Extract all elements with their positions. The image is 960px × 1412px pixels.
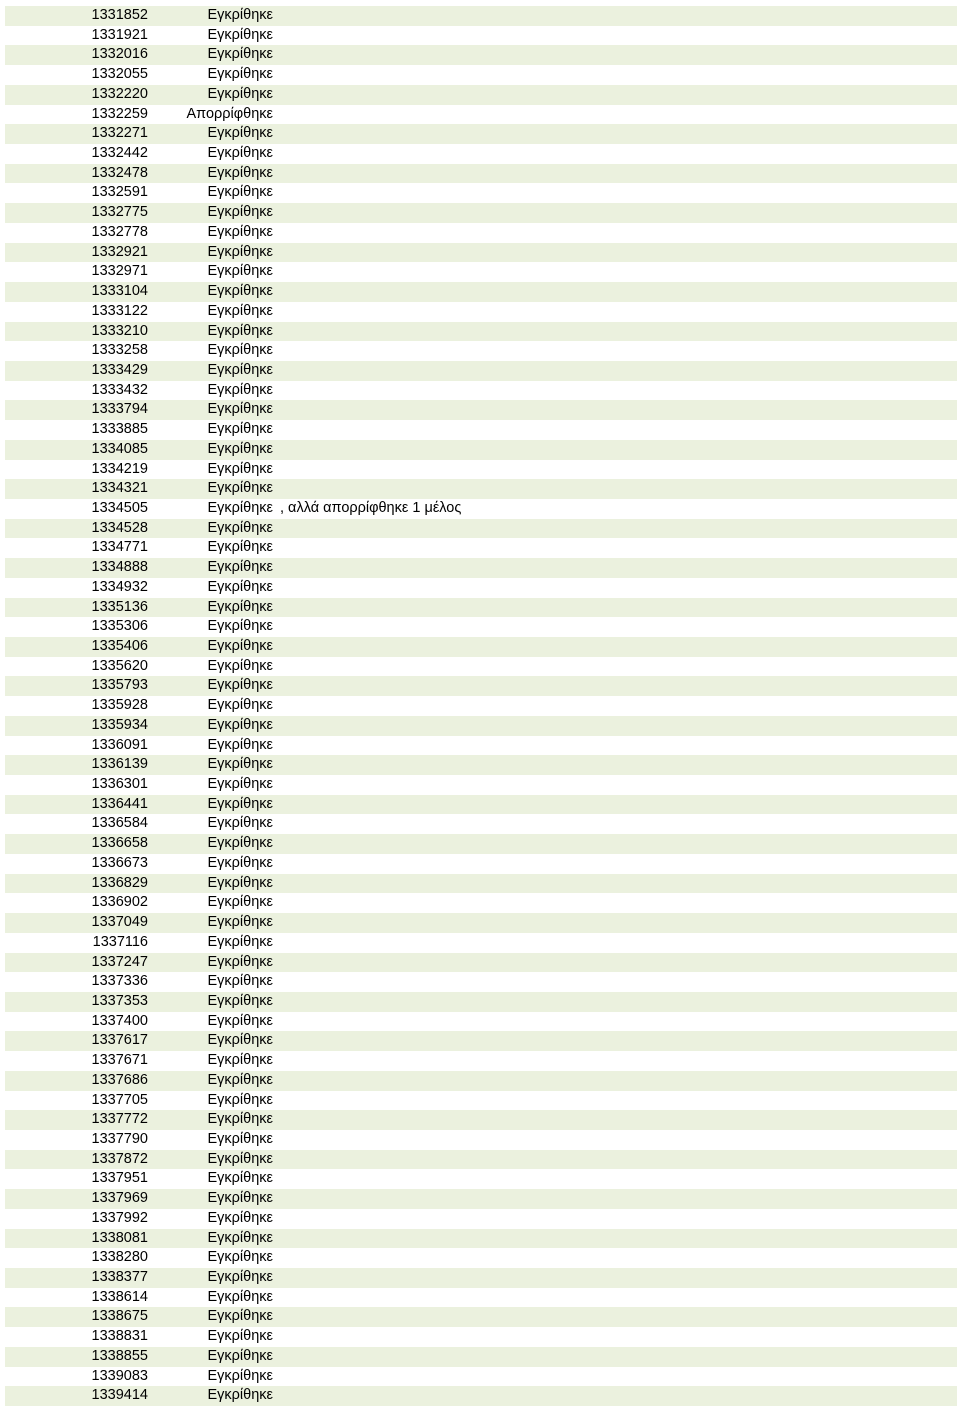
table-row	[5, 992, 957, 1012]
status-text: Εγκρίθηκε	[207, 1229, 273, 1246]
status-text: Εγκρίθηκε	[207, 914, 273, 931]
status-text: Εγκρίθηκε	[207, 460, 273, 477]
table-row	[5, 6, 957, 26]
application-id: 1337049	[91, 914, 148, 931]
application-id: 1332259	[91, 105, 148, 122]
table-row	[5, 795, 957, 815]
table-row	[5, 972, 957, 992]
application-id: 1338081	[91, 1229, 148, 1246]
application-id: 1337772	[91, 1111, 148, 1128]
application-id: 1332442	[91, 145, 148, 162]
status-text: Εγκρίθηκε	[207, 677, 273, 694]
table-row	[5, 282, 957, 302]
status-text: Εγκρίθηκε	[207, 756, 273, 773]
application-id: 1333429	[91, 361, 148, 378]
status-text: Εγκρίθηκε	[207, 66, 273, 83]
table-row	[5, 302, 957, 322]
table-row	[5, 381, 957, 401]
status-text: Εγκρίθηκε	[207, 1150, 273, 1167]
application-id: 1332591	[91, 184, 148, 201]
status-text: Εγκρίθηκε	[207, 145, 273, 162]
table-row	[5, 696, 957, 716]
application-id: 1331852	[91, 7, 148, 23]
application-id: 1337872	[91, 1150, 148, 1167]
application-id: 1333432	[91, 381, 148, 398]
table-row	[5, 183, 957, 203]
application-id: 1335934	[91, 716, 148, 733]
status-text: Εγκρίθηκε	[207, 736, 273, 753]
table-row	[5, 223, 957, 243]
status-text: Εγκρίθηκε	[207, 973, 273, 990]
table-row	[5, 65, 957, 85]
table-row	[5, 1327, 957, 1347]
status-text: Εγκρίθηκε	[207, 795, 273, 812]
application-id: 1339083	[91, 1367, 148, 1384]
table-row	[5, 243, 957, 263]
status-text: Εγκρίθηκε	[207, 322, 273, 339]
table-row	[5, 775, 957, 795]
table-row	[5, 1169, 957, 1189]
table-row	[5, 657, 957, 677]
application-id: 1334888	[91, 559, 148, 576]
application-id: 1337336	[91, 973, 148, 990]
application-id: 1336673	[91, 854, 148, 871]
table-row	[5, 479, 957, 499]
application-id: 1337116	[92, 933, 148, 950]
application-id: 1334528	[91, 519, 148, 536]
application-id: 1335620	[91, 657, 148, 674]
application-id: 1336091	[91, 736, 148, 753]
status-text: Εγκρίθηκε	[207, 1308, 273, 1325]
table-row	[5, 499, 957, 519]
status-text: Εγκρίθηκε	[207, 1012, 273, 1029]
table-row	[5, 1051, 957, 1071]
application-id: 1332971	[91, 263, 148, 280]
table-row	[5, 558, 957, 578]
table-row	[5, 617, 957, 637]
application-id: 1333122	[91, 302, 148, 319]
table-row	[5, 1012, 957, 1032]
application-id: 1332775	[91, 204, 148, 221]
table-row	[5, 124, 957, 144]
status-text: Εγκρίθηκε	[207, 992, 273, 1009]
application-id: 1334505	[91, 499, 148, 516]
table-row	[5, 1347, 957, 1367]
status-text: Εγκρίθηκε	[207, 243, 273, 260]
status-text: Εγκρίθηκε	[207, 361, 273, 378]
application-id: 1337790	[91, 1130, 148, 1147]
application-id: 1337353	[91, 992, 148, 1009]
status-text: Εγκρίθηκε	[207, 283, 273, 300]
table-row	[5, 755, 957, 775]
application-id: 1334085	[91, 440, 148, 457]
status-text: Εγκρίθηκε	[207, 578, 273, 595]
status-text: Εγκρίθηκε	[207, 1209, 273, 1226]
table-row	[5, 341, 957, 361]
status-text: Εγκρίθηκε	[207, 46, 273, 63]
table-row	[5, 361, 957, 381]
status-text: Εγκρίθηκε	[207, 618, 273, 635]
status-text: Εγκρίθηκε	[207, 1249, 273, 1266]
application-id: 1337686	[91, 1071, 148, 1088]
application-id: 1335406	[91, 638, 148, 654]
table-row	[5, 736, 957, 756]
application-id: 1333794	[91, 401, 148, 418]
table-row	[5, 262, 957, 282]
status-text: Εγκρίθηκε	[207, 559, 273, 576]
application-id: 1336829	[91, 874, 148, 891]
table-row	[5, 45, 957, 65]
application-id: 1332921	[91, 243, 148, 260]
table-row	[5, 460, 957, 480]
status-text: Εγκρίθηκε	[207, 1328, 273, 1345]
status-text: Εγκρίθηκε	[207, 184, 273, 201]
table-row	[5, 1071, 957, 1091]
table-row	[5, 1031, 957, 1051]
application-id: 1336301	[91, 776, 148, 793]
application-id: 1333104	[91, 283, 148, 300]
status-text: Εγκρίθηκε	[207, 125, 273, 142]
status-text: Εγκρίθηκε	[207, 1387, 273, 1404]
table-row	[5, 400, 957, 420]
status-text: Εγκρίθηκε	[207, 480, 273, 497]
table-row	[5, 933, 957, 953]
table-row	[5, 26, 957, 46]
application-id: 1337247	[91, 953, 148, 970]
table-row	[5, 1307, 957, 1327]
status-text: Εγκρίθηκε	[207, 440, 273, 457]
status-text: Εγκρίθηκε	[207, 1052, 273, 1069]
table-row	[5, 322, 957, 342]
status-text: Εγκρίθηκε	[207, 697, 273, 714]
application-id: 1336902	[91, 894, 148, 911]
application-id: 1337969	[91, 1190, 148, 1207]
status-text: Εγκρίθηκε	[207, 1071, 273, 1088]
status-text: Εγκρίθηκε	[207, 381, 273, 398]
application-id: 1335793	[91, 677, 148, 694]
status-text: Απορρίφθηκε	[186, 105, 273, 122]
application-id: 1337671	[91, 1052, 148, 1069]
status-note: , αλλά απορρίφθηκε 1 μέλος	[280, 499, 462, 516]
status-text: Εγκρίθηκε	[207, 342, 273, 359]
status-text: Εγκρίθηκε	[207, 1269, 273, 1285]
status-text: Εγκρίθηκε	[207, 835, 273, 852]
table-row	[5, 1386, 957, 1406]
application-id: 1338377	[91, 1269, 148, 1285]
table-row	[5, 1209, 957, 1229]
table-row	[5, 164, 957, 184]
table-row	[5, 814, 957, 834]
table-row	[5, 953, 957, 973]
table-row	[5, 854, 957, 874]
table-row	[5, 105, 957, 125]
status-text: Εγκρίθηκε	[207, 164, 273, 181]
application-id: 1332055	[91, 66, 148, 83]
application-id: 1334771	[91, 539, 148, 556]
table-row	[5, 85, 957, 105]
table-row	[5, 1248, 957, 1268]
status-text: Εγκρίθηκε	[207, 263, 273, 280]
status-text: Εγκρίθηκε	[207, 401, 273, 418]
table-row	[5, 1229, 957, 1249]
status-text: Εγκρίθηκε	[207, 894, 273, 911]
table-row	[5, 1130, 957, 1150]
status-text: Εγκρίθηκε	[207, 716, 273, 733]
status-text: Εγκρίθηκε	[207, 1130, 273, 1147]
table-row	[5, 420, 957, 440]
table-row	[5, 144, 957, 164]
application-id: 1336658	[91, 835, 148, 852]
status-text: Εγκρίθηκε	[207, 638, 273, 654]
status-text: Εγκρίθηκε	[207, 598, 273, 615]
status-text: Εγκρίθηκε	[207, 421, 273, 438]
status-text: Εγκρίθηκε	[207, 223, 273, 240]
application-id: 1338675	[91, 1308, 148, 1325]
application-id: 1332778	[91, 223, 148, 240]
table-row	[5, 578, 957, 598]
table-row	[5, 893, 957, 913]
status-text: Εγκρίθηκε	[207, 539, 273, 556]
status-text: Εγκρίθηκε	[207, 519, 273, 536]
table-row	[5, 1367, 957, 1387]
application-id: 1336584	[91, 815, 148, 832]
application-id: 1335306	[91, 618, 148, 635]
status-text: Εγκρίθηκε	[207, 657, 273, 674]
status-text: Εγκρίθηκε	[207, 7, 273, 23]
application-id: 1337400	[91, 1012, 148, 1029]
status-text: Εγκρίθηκε	[207, 1190, 273, 1207]
application-id: 1335928	[91, 697, 148, 714]
status-text: Εγκρίθηκε	[207, 499, 273, 516]
results-table	[5, 6, 957, 1406]
application-id: 1337705	[91, 1091, 148, 1108]
application-id: 1334219	[91, 460, 148, 477]
table-row	[5, 913, 957, 933]
status-text: Εγκρίθηκε	[207, 933, 273, 950]
table-row	[5, 874, 957, 894]
table-row	[5, 1091, 957, 1111]
status-text: Εγκρίθηκε	[207, 1367, 273, 1384]
table-row	[5, 519, 957, 539]
application-id: 1338855	[91, 1347, 148, 1364]
status-text: Εγκρίθηκε	[207, 26, 273, 43]
table-row	[5, 1189, 957, 1209]
status-text: Εγκρίθηκε	[207, 815, 273, 832]
application-id: 1336441	[91, 795, 148, 812]
status-text: Εγκρίθηκε	[207, 874, 273, 891]
application-id: 1338280	[91, 1249, 148, 1266]
status-text: Εγκρίθηκε	[207, 953, 273, 970]
status-text: Εγκρίθηκε	[207, 1288, 273, 1305]
table-row	[5, 538, 957, 558]
application-id: 1333885	[91, 421, 148, 438]
table-row	[5, 1288, 957, 1308]
application-id: 1336139	[91, 756, 148, 773]
application-id: 1338614	[91, 1288, 148, 1305]
application-id: 1334321	[91, 480, 148, 497]
application-id: 1332016	[91, 46, 148, 63]
table-row	[5, 598, 957, 618]
status-text: Εγκρίθηκε	[207, 302, 273, 319]
application-id: 1338831	[91, 1328, 148, 1345]
application-id: 1332271	[91, 125, 148, 142]
status-text: Εγκρίθηκε	[207, 85, 273, 102]
application-id: 1339414	[91, 1387, 148, 1404]
application-id: 1332220	[91, 85, 148, 102]
application-id: 1333210	[91, 322, 148, 339]
table-row	[5, 203, 957, 223]
application-id: 1334932	[91, 578, 148, 595]
table-row	[5, 1150, 957, 1170]
application-id: 1337617	[91, 1032, 148, 1049]
table-row	[5, 1110, 957, 1130]
application-id: 1337951	[91, 1170, 148, 1187]
table-row	[5, 676, 957, 696]
table-row	[5, 440, 957, 460]
status-text: Εγκρίθηκε	[207, 854, 273, 871]
table-row	[5, 716, 957, 736]
status-text: Εγκρίθηκε	[207, 1347, 273, 1364]
application-id: 1335136	[91, 598, 148, 615]
table-row	[5, 1268, 957, 1288]
status-text: Εγκρίθηκε	[207, 1032, 273, 1049]
table-row	[5, 834, 957, 854]
status-text: Εγκρίθηκε	[207, 204, 273, 221]
status-text: Εγκρίθηκε	[207, 1091, 273, 1108]
status-text: Εγκρίθηκε	[207, 1111, 273, 1128]
status-text: Εγκρίθηκε	[207, 1170, 273, 1187]
application-id: 1331921	[91, 26, 148, 43]
application-id: 1337992	[91, 1209, 148, 1226]
table-row	[5, 637, 957, 657]
status-text: Εγκρίθηκε	[207, 776, 273, 793]
application-id: 1332478	[91, 164, 148, 181]
application-id: 1333258	[91, 342, 148, 359]
